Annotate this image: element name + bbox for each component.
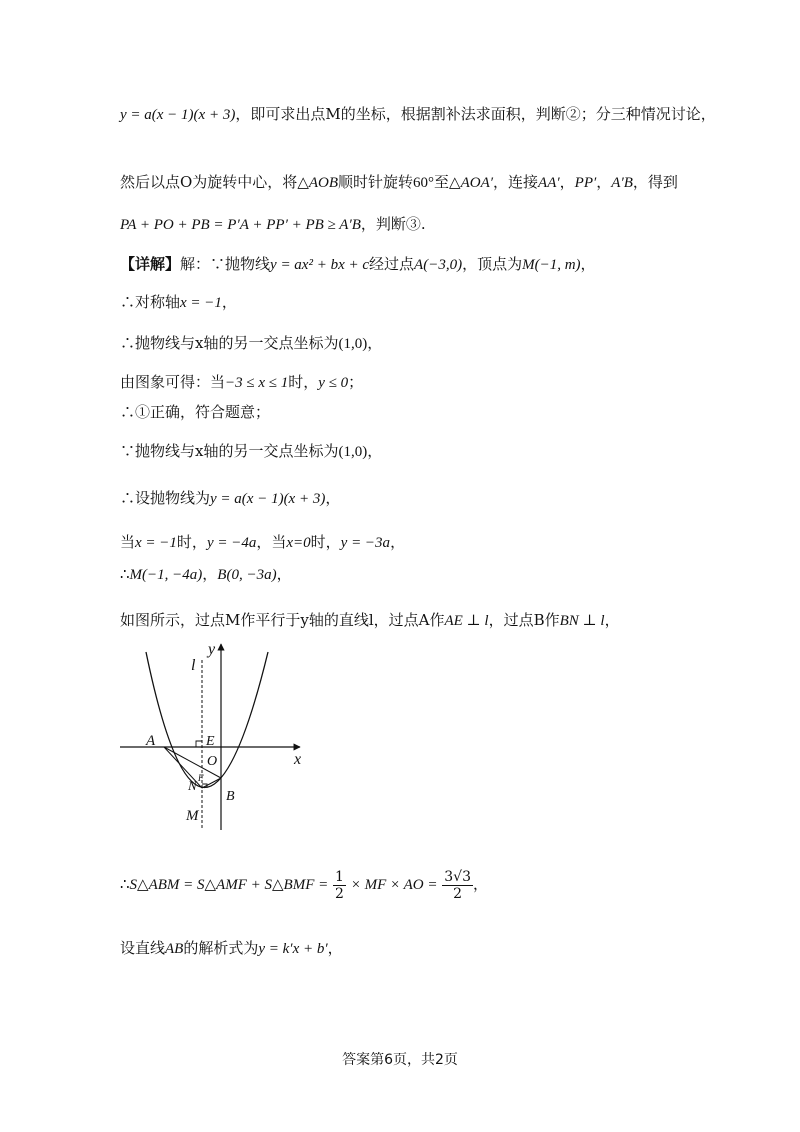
range-x: −3 ≤ x ≤ 1 [225, 375, 289, 391]
text-segment: 的解析式为 [183, 939, 259, 957]
text-segment: 由图象可得：当 [120, 373, 226, 391]
text-segment: 至 [434, 173, 450, 191]
text-line-9 [120, 441, 382, 462]
formula-line: y = k′x + b′ [258, 941, 328, 957]
formula-factored: y = a(x − 1)(x + 3) [120, 107, 236, 123]
text-segment: ∵抛物线与x轴的另一交点坐标为 [120, 442, 339, 460]
x-value: x=0 [286, 535, 311, 551]
text-segment: ， [367, 334, 383, 352]
text-segment: 然后以点O为旋转中心，将 [120, 173, 298, 191]
parabola-figure [118, 640, 318, 840]
label-b: B [226, 789, 235, 804]
label-m: M [186, 808, 199, 824]
point-intersection: (1,0) [338, 336, 368, 352]
point-intersection: (1,0) [338, 444, 368, 460]
page-footer: 答案第6页，共2页 [342, 1052, 458, 1068]
label-f: F [198, 773, 204, 783]
text-segment: ， [327, 939, 343, 957]
y-value: y = −3a [340, 535, 391, 551]
text-line-14 [120, 866, 488, 903]
text-segment: ； [348, 373, 364, 391]
numerator: 1 [335, 868, 344, 885]
text-line-4 [120, 254, 596, 275]
separator: ， [559, 173, 575, 191]
segment-aa: AA′ [538, 175, 560, 191]
label-n: N [188, 778, 197, 793]
fraction-half [333, 869, 346, 902]
segment-bm [202, 778, 221, 788]
denominator: 2 [335, 885, 344, 902]
denominator: 2 [453, 885, 463, 902]
text-segment: ， [367, 442, 383, 460]
text-line-5 [120, 292, 237, 313]
rotation-angle: 60° [413, 175, 435, 191]
text-line-15 [120, 938, 343, 959]
label-y: y [208, 641, 216, 658]
area-formula: S△ABM = S△AMF + S△BMF = [129, 877, 329, 893]
text-segment: 经过点 [369, 255, 415, 273]
separator: ， [202, 565, 218, 583]
point-b: B(0, −3a) [217, 567, 277, 583]
text-segment: ， [473, 875, 489, 893]
point-m: M(−1, −4a) [129, 567, 203, 583]
x-value: x = −1 [135, 535, 177, 551]
condition-y: y ≤ 0 [318, 375, 349, 391]
numerator: 3√3 [444, 868, 471, 885]
text-segment: ∴ [120, 875, 130, 893]
text-segment: ∴抛物线与x轴的另一交点坐标为 [120, 334, 339, 352]
fraction-result [442, 869, 473, 902]
text-line-12 [120, 564, 292, 585]
text-segment: 时， [310, 533, 341, 551]
vertex-m: M(−1, m) [522, 257, 581, 273]
text-segment: ，即可求出点M的坐标，根据割补法求面积，判断②；分三种情况讨论， [235, 105, 716, 123]
line-ab: AB [165, 941, 184, 957]
triangle-aob: △AOB [297, 175, 339, 191]
text-segment: 设直线 [120, 939, 166, 957]
y-value: y = −4a [206, 535, 257, 551]
label-e: E [206, 734, 215, 749]
segment-pp: PP′ [574, 175, 597, 191]
area-formula-mid: × MF × AO = [350, 877, 438, 893]
text-segment: 顺时针旋转 [338, 173, 414, 191]
formula-factored: y = a(x − 1)(x + 3) [210, 491, 326, 507]
text-segment: ，当 [256, 533, 287, 551]
label-o: O [207, 754, 218, 769]
text-segment: ， [390, 533, 406, 551]
perp-ae: AE ⊥ l [444, 613, 489, 629]
text-line-13 [120, 610, 620, 631]
text-segment: ∴①正确，符合题意； [120, 403, 271, 421]
text-segment: ，得到 [632, 173, 678, 191]
text-line-1 [120, 104, 716, 125]
label-x: x [294, 751, 302, 768]
text-line-11 [120, 532, 405, 553]
separator: ， [596, 173, 612, 191]
right-angle-e [196, 741, 202, 747]
text-segment: 时， [176, 533, 207, 551]
text-line-8 [120, 402, 270, 422]
label-a: A [146, 733, 156, 749]
text-segment: ∴对称轴 [120, 293, 181, 311]
text-segment: ，过点B作 [488, 611, 560, 629]
point-a: A(−3,0) [414, 257, 463, 273]
triangle-aoa: △AOA′ [449, 175, 494, 191]
text-segment: ，连接 [493, 173, 539, 191]
formula-inequality: PA + PO + PB = P′A + PP′ + PB ≥ A′B [120, 217, 361, 233]
text-line-10 [120, 488, 340, 509]
text-segment: 时， [288, 373, 319, 391]
text-segment: ， [221, 293, 237, 311]
text-line-6 [120, 333, 382, 354]
text-segment: ∴ [120, 565, 130, 583]
segment-ab: A′B [611, 175, 633, 191]
perp-bn: BN ⊥ l [559, 613, 605, 629]
text-segment: 解：∵抛物线 [180, 255, 271, 273]
text-segment: 如图所示，过点M作平行于y轴的直线l，过点A作 [120, 611, 445, 629]
text-line-7 [120, 372, 363, 393]
text-segment: ， [580, 255, 596, 273]
formula-axis: x = −1 [180, 295, 222, 311]
text-segment: ， [276, 565, 292, 583]
text-segment: ， [604, 611, 620, 629]
text-segment: 当 [120, 533, 136, 551]
detail-tag: 【详解】 [120, 255, 181, 273]
text-line-3 [120, 214, 426, 235]
text-line-2 [120, 172, 678, 193]
text-segment: ， [325, 489, 341, 507]
text-segment: ，顶点为 [462, 255, 523, 273]
text-segment: ，判断③. [360, 215, 426, 233]
text-segment: ∴设抛物线为 [120, 489, 211, 507]
formula-parabola: y = ax² + bx + c [270, 257, 370, 273]
label-l: l [191, 657, 196, 674]
